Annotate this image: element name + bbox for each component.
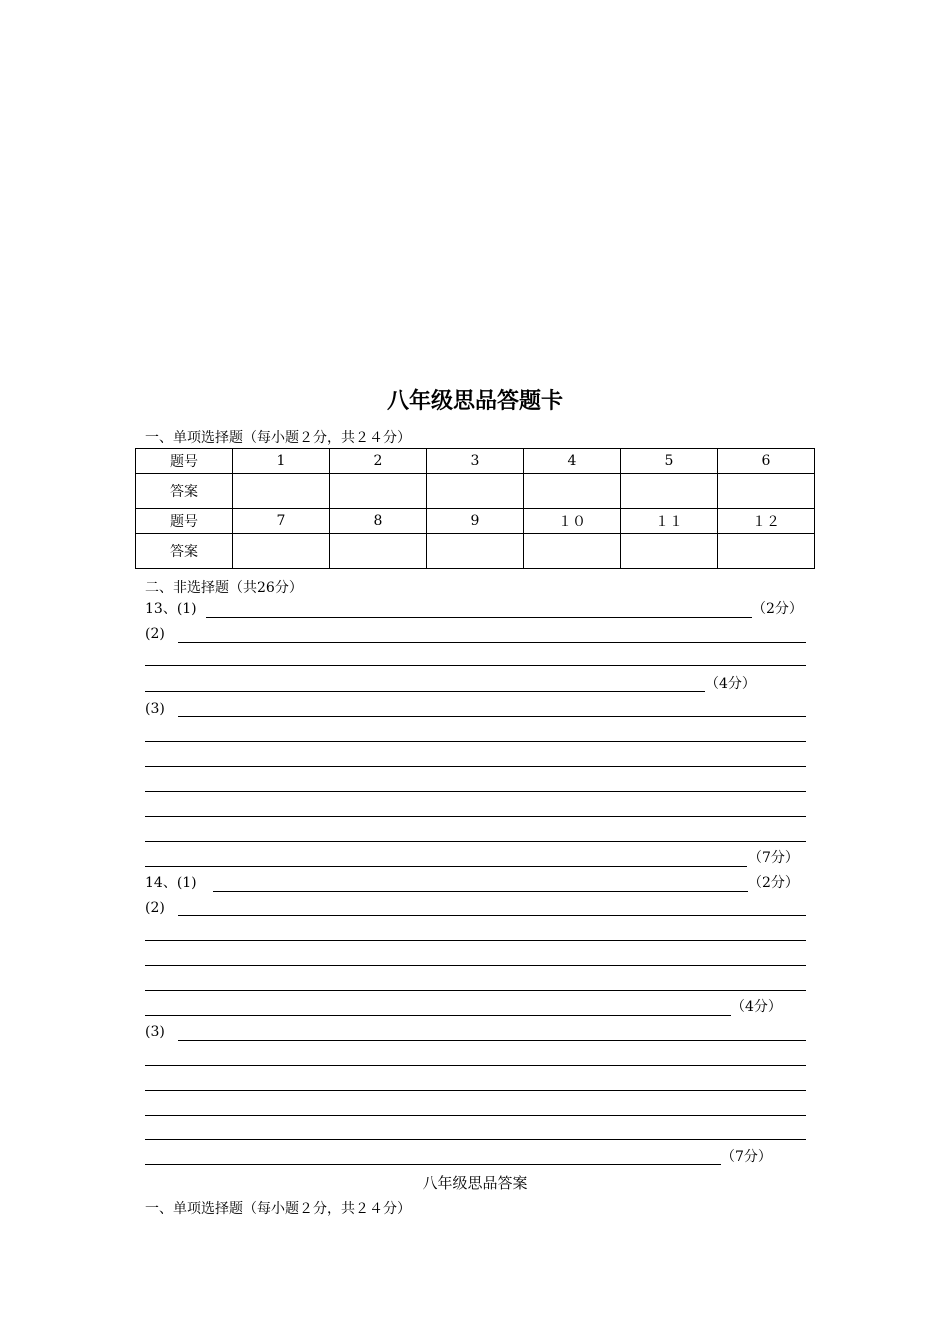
answer-line[interactable] (145, 741, 806, 742)
answer-line[interactable] (145, 965, 806, 966)
question-number: １０ (524, 509, 621, 534)
section-1-heading: 一、单项选择题（每小题２分，共２４分） (145, 430, 411, 446)
table-row (136, 534, 815, 569)
q13-part1-score: （2分） (752, 601, 803, 617)
answer-line[interactable] (145, 816, 806, 817)
answer-line[interactable] (145, 1164, 721, 1165)
answer-grid (135, 448, 815, 569)
answer-key-section-1: 一、单项选择题（每小题２分，共２４分） (145, 1201, 411, 1217)
question-number: １２ (718, 509, 815, 534)
table-row (136, 509, 815, 534)
q14-part1-score: （2分） (748, 875, 799, 891)
answer-line[interactable] (213, 891, 748, 892)
answer-cell[interactable] (524, 474, 621, 509)
answer-cell[interactable] (621, 534, 718, 569)
question-number: 5 (621, 449, 718, 474)
answer-line[interactable] (145, 665, 806, 666)
q13-part1-label: 13、(1) (145, 601, 197, 617)
question-number: 7 (233, 509, 330, 534)
question-number: 1 (233, 449, 330, 474)
answer-cell[interactable] (718, 534, 815, 569)
q14-part3-score: （7分） (721, 1149, 772, 1165)
question-number: 6 (718, 449, 815, 474)
answer-line[interactable] (178, 1040, 806, 1041)
answer-line[interactable] (145, 1139, 806, 1140)
answer-line[interactable] (206, 617, 752, 618)
row-header: 题号 (136, 509, 233, 534)
answer-cell[interactable] (621, 474, 718, 509)
answer-key-title: 八年级思品答案 (422, 1174, 528, 1192)
answer-line[interactable] (178, 915, 806, 916)
answer-line[interactable] (145, 841, 806, 842)
question-number: 4 (524, 449, 621, 474)
answer-line[interactable] (178, 716, 806, 717)
answer-cell[interactable] (233, 474, 330, 509)
page-title: 八年级思品答题卡 (386, 389, 563, 414)
answer-cell[interactable] (427, 474, 524, 509)
q13-part3-label: (3) (145, 701, 165, 717)
answer-line[interactable] (145, 1090, 806, 1091)
answer-line[interactable] (145, 1065, 806, 1066)
answer-cell[interactable] (427, 534, 524, 569)
q13-part3-score: （7分） (748, 850, 799, 866)
question-number: 2 (330, 449, 427, 474)
answer-line[interactable] (145, 990, 806, 991)
q14-part1-label: 14、(1) (145, 875, 197, 891)
q14-part2-label: (2) (145, 900, 165, 916)
table-row (136, 474, 815, 509)
answer-line[interactable] (145, 766, 806, 767)
answer-line[interactable] (145, 691, 705, 692)
table-row (136, 449, 815, 474)
answer-line[interactable] (178, 642, 806, 643)
answer-cell[interactable] (718, 474, 815, 509)
question-number: 8 (330, 509, 427, 534)
row-header: 题号 (136, 449, 233, 474)
answer-line[interactable] (145, 1115, 806, 1116)
answer-cell[interactable] (330, 474, 427, 509)
question-number: 3 (427, 449, 524, 474)
q13-part2-label: (2) (145, 626, 165, 642)
row-header: 答案 (136, 474, 233, 509)
q13-part2-score: （4分） (705, 676, 756, 692)
answer-line[interactable] (145, 791, 806, 792)
answer-line[interactable] (145, 866, 747, 867)
q14-part2-score: （4分） (731, 999, 782, 1015)
q14-part3-label: (3) (145, 1024, 165, 1040)
row-header: 答案 (136, 534, 233, 569)
section-2-heading: 二、非选择题（共26分） (145, 580, 303, 596)
question-number: １１ (621, 509, 718, 534)
answer-line[interactable] (145, 940, 806, 941)
answer-line[interactable] (145, 1015, 731, 1016)
answer-cell[interactable] (233, 534, 330, 569)
answer-cell[interactable] (524, 534, 621, 569)
question-number: 9 (427, 509, 524, 534)
answer-cell[interactable] (330, 534, 427, 569)
